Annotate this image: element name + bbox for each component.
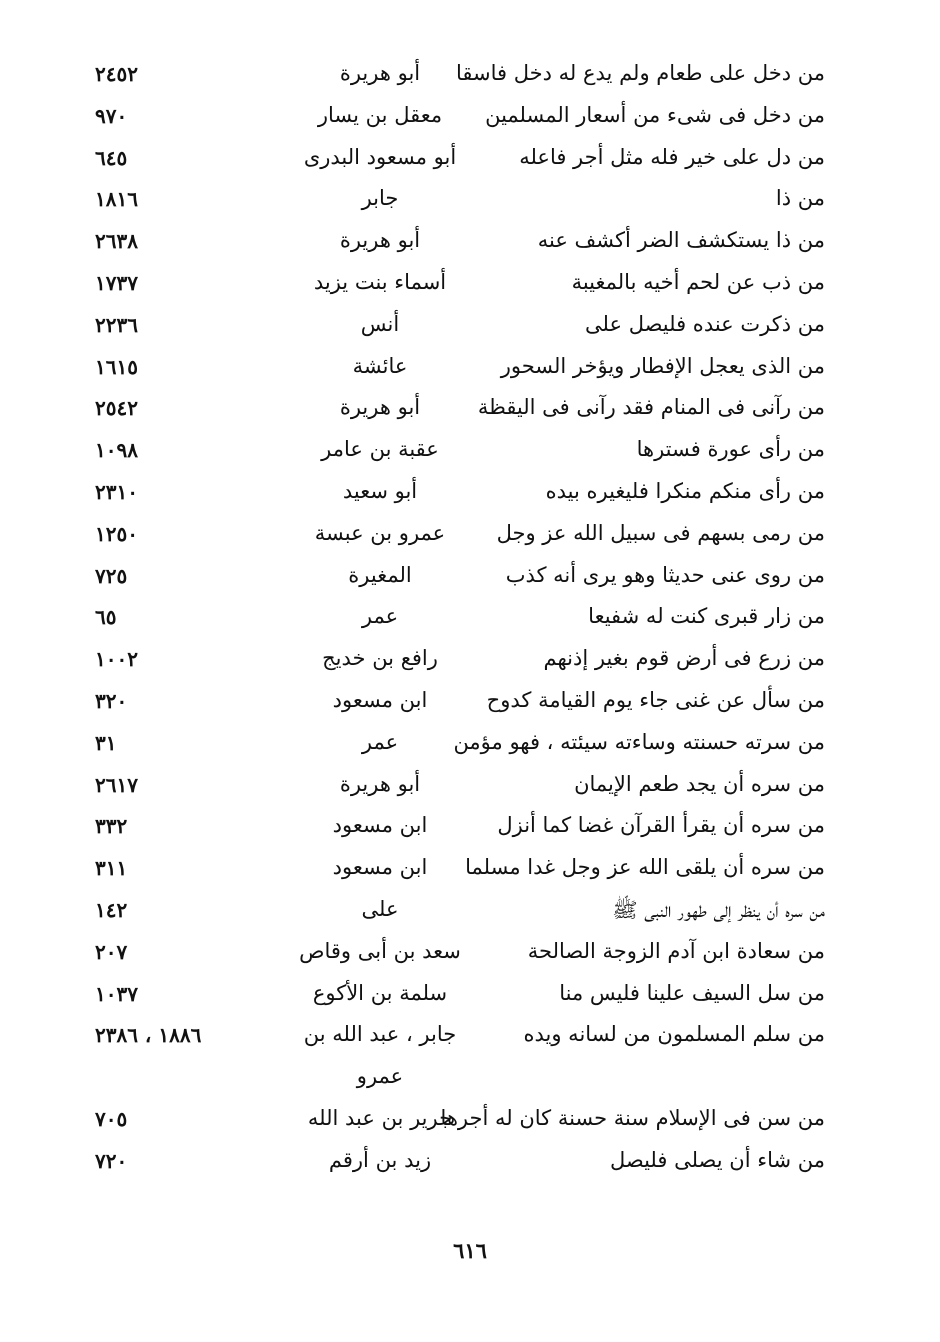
reference-number-text: ١٦١٥ [95, 354, 138, 379]
hadith-reference-number [95, 1023, 245, 1047]
index-row [95, 473, 825, 515]
hadith-text: من سره أن ينظر إلى طهور النبى ﷺ [612, 897, 825, 922]
narrator-name: رافع بن خديج [322, 646, 438, 671]
index-row [95, 766, 825, 808]
reference-number-text: ٦٤٥ [95, 145, 128, 170]
hadith-reference-number [95, 522, 245, 546]
hadith-reference-number [95, 856, 245, 880]
hadith-reference-number [95, 396, 245, 420]
reference-number-text: ١٠٠٢ [95, 647, 138, 672]
narrator-name: أبو هريرة [339, 61, 421, 85]
hadith-reference-number [95, 731, 245, 755]
hadith-reference-number [95, 605, 245, 629]
index-row [95, 891, 825, 933]
index-row [95, 640, 825, 682]
hadith-text: من سعادة ابن آدم الزوجة الصالحة [527, 938, 825, 963]
reference-number-text: ٢٢٣٦ [95, 312, 138, 337]
hadith-text: من زار قبرى كنت له شفيعا [588, 604, 825, 629]
hadith-text: من سلم المسلمون من لسانه ويده [523, 1022, 825, 1047]
index-row [95, 348, 825, 390]
hadith-reference-number [95, 940, 245, 964]
index-row [95, 933, 825, 975]
narrator-name: أبو سعيد [342, 478, 418, 503]
hadith-text: من ذكرت عنده فليصل على [585, 311, 825, 336]
narrator-name: جابر [361, 186, 399, 211]
index-row [95, 389, 825, 431]
index-row [95, 1058, 825, 1100]
hadith-reference-number [95, 1065, 245, 1089]
narrator-name: سلمة بن الأكوع [312, 980, 448, 1005]
index-row [95, 1142, 825, 1184]
index-row [95, 97, 825, 139]
reference-number-text: ٧٢٠ [95, 1148, 128, 1173]
hadith-text: من الذى يعجل الإفطار ويؤخر السحور [500, 353, 825, 378]
hadith-reference-number [95, 62, 245, 86]
reference-number-text: ٣١١ [95, 856, 128, 881]
narrator-name: على [361, 896, 399, 921]
reference-number-text: ١٧٣٧ [95, 270, 138, 295]
hadith-text: من دخل فى شىء من أسعار المسلمين [485, 102, 825, 127]
hadith-text: من ذا [775, 186, 825, 211]
index-row [95, 306, 825, 348]
narrator-name: جابر ، عبد الله بن [303, 1022, 457, 1047]
narrator-name: ابن مسعود [332, 687, 428, 712]
page-number: ٦١٦ [453, 1238, 487, 1263]
hadith-text: من رأى منكم منكرا فليغيره بيده [545, 478, 825, 503]
hadith-reference-number [95, 689, 245, 713]
hadith-text: من رمى بسهم فى سبيل الله عز وجل [496, 520, 825, 545]
hadith-text: من رآنى فى المنام فقد رآنى فى اليقظة [477, 395, 825, 420]
hadith-reference-number [95, 1149, 245, 1173]
narrator-name: أبو هريرة [339, 228, 421, 253]
reference-number-text: ٣١ [95, 730, 117, 755]
hadith-reference-number [95, 187, 245, 211]
index-row [95, 515, 825, 557]
reference-number-text: ١٤٢ [95, 897, 128, 922]
index-row [95, 849, 825, 891]
reference-number-text: ٧٢٥ [95, 563, 128, 588]
index-row [95, 264, 825, 306]
hadith-text: من سل السيف علينا فليس منا [559, 980, 825, 1005]
narrator-name: عمرو [356, 1064, 404, 1089]
index-row [95, 222, 825, 264]
reference-number-text: ١٨٨٦ ، ٢٣٨٦ [95, 1023, 202, 1048]
hadith-text: من دل على خير فله مثل أجر فاعله [519, 144, 825, 169]
hadith-reference-number [95, 146, 245, 170]
hadith-reference-number [95, 1107, 245, 1131]
narrator-name: ابن مسعود [332, 813, 428, 838]
reference-number-text: ٩٧٠ [95, 103, 128, 128]
reference-number-text: ٢٥٤٢ [95, 396, 138, 421]
hadith-reference-number [95, 355, 245, 379]
hadith-text: من سرته حسنته وساءته سيئته ، فهو مؤمن [453, 729, 825, 754]
hadith-reference-number [95, 229, 245, 253]
hadith-text: من زرع فى أرض قوم بغير إذنهم [543, 646, 825, 671]
index-row [95, 682, 825, 724]
hadith-reference-number [95, 898, 245, 922]
hadith-reference-number [95, 647, 245, 671]
index-row [95, 139, 825, 181]
reference-number-text: ١٨١٦ [95, 187, 138, 212]
hadith-text: من سره أن يلقى الله عز وجل غدا مسلما [465, 855, 825, 880]
hadith-text: من سن فى الإسلام سنة حسنة كان له أجرها [440, 1105, 825, 1130]
index-row [95, 1100, 825, 1142]
index-row [95, 724, 825, 766]
narrator-name: أبو مسعود البدرى [303, 144, 457, 169]
narrator-name: المغيرة [348, 562, 412, 587]
index-row [95, 598, 825, 640]
hadith-reference-number [95, 480, 245, 504]
narrator-name: عمرو بن عبسة [314, 520, 446, 545]
hadith-reference-number [95, 104, 245, 128]
reference-number-text: ٣٢٠ [95, 688, 128, 713]
index-row [95, 1016, 825, 1058]
narrator-name: أسماء بنت يزيد [313, 269, 447, 294]
narrator-name: أنس [360, 311, 400, 336]
hadith-index-table [95, 55, 825, 1184]
reference-number-text: ٢٦٣٨ [95, 229, 138, 254]
reference-number-text: ١٢٥٠ [95, 521, 138, 546]
index-row [95, 975, 825, 1017]
narrator-name: عقبة بن عامر [321, 437, 439, 462]
narrator-name: معقل بن يسار [317, 102, 443, 127]
index-row [95, 557, 825, 599]
index-row [95, 431, 825, 473]
hadith-text: من سأل عن غنى جاء يوم القيامة كدوح [486, 687, 825, 712]
hadith-text: من دخل على طعام ولم يدع له دخل فاسقا [456, 61, 825, 85]
index-row [95, 180, 825, 222]
narrator-name: جرير بن عبد الله [307, 1105, 453, 1130]
reference-number-text: ٢٠٧ [95, 939, 128, 964]
reference-number-text: ٧٠٥ [95, 1106, 128, 1131]
hadith-reference-number [95, 773, 245, 797]
narrator-name: ابن مسعود [332, 855, 428, 880]
reference-number-text: ٦٥ [95, 605, 117, 630]
narrator-name: سعد بن أبى وقاص [299, 938, 461, 963]
narrator-name: عمر [361, 729, 399, 754]
hadith-text: من ذا يستكشف الضر أكشف عنه [537, 228, 825, 253]
narrator-name: أبو هريرة [339, 395, 421, 420]
narrator-name: عمر [361, 604, 399, 629]
index-row [95, 55, 825, 97]
hadith-reference-number [95, 271, 245, 295]
reference-number-text: ١٠٩٨ [95, 438, 138, 463]
reference-number-text: ٢٤٥٢ [95, 62, 138, 86]
hadith-reference-number [95, 564, 245, 588]
index-row [95, 807, 825, 849]
reference-number-text: ٢٣١٠ [95, 479, 138, 504]
reference-number-text: ٢٦١٧ [95, 772, 138, 797]
hadith-text: من شاء أن يصلى فليصل [609, 1147, 825, 1172]
narrator-name: زيد بن أرقم [328, 1147, 432, 1172]
reference-number-text: ١٠٣٧ [95, 981, 138, 1006]
hadith-text: من ذب عن لحم أخيه بالمغيبة [571, 269, 825, 294]
narrator-name: عائشة [352, 353, 408, 378]
hadith-text: من سره أن يجد طعم الإيمان [574, 771, 825, 796]
hadith-reference-number [95, 313, 245, 337]
hadith-reference-number [95, 982, 245, 1006]
hadith-reference-number [95, 438, 245, 462]
hadith-reference-number [95, 814, 245, 838]
narrator-name: أبو هريرة [339, 771, 421, 796]
reference-number-text: ٣٣٢ [95, 814, 128, 839]
hadith-text: من رأى عورة فسترها [636, 437, 825, 462]
hadith-text: من روى عنى حديثا وهو يرى أنه كذب [505, 562, 825, 587]
hadith-text: من سره أن يقرأ القرآن غضا كما أنزل [497, 813, 825, 838]
